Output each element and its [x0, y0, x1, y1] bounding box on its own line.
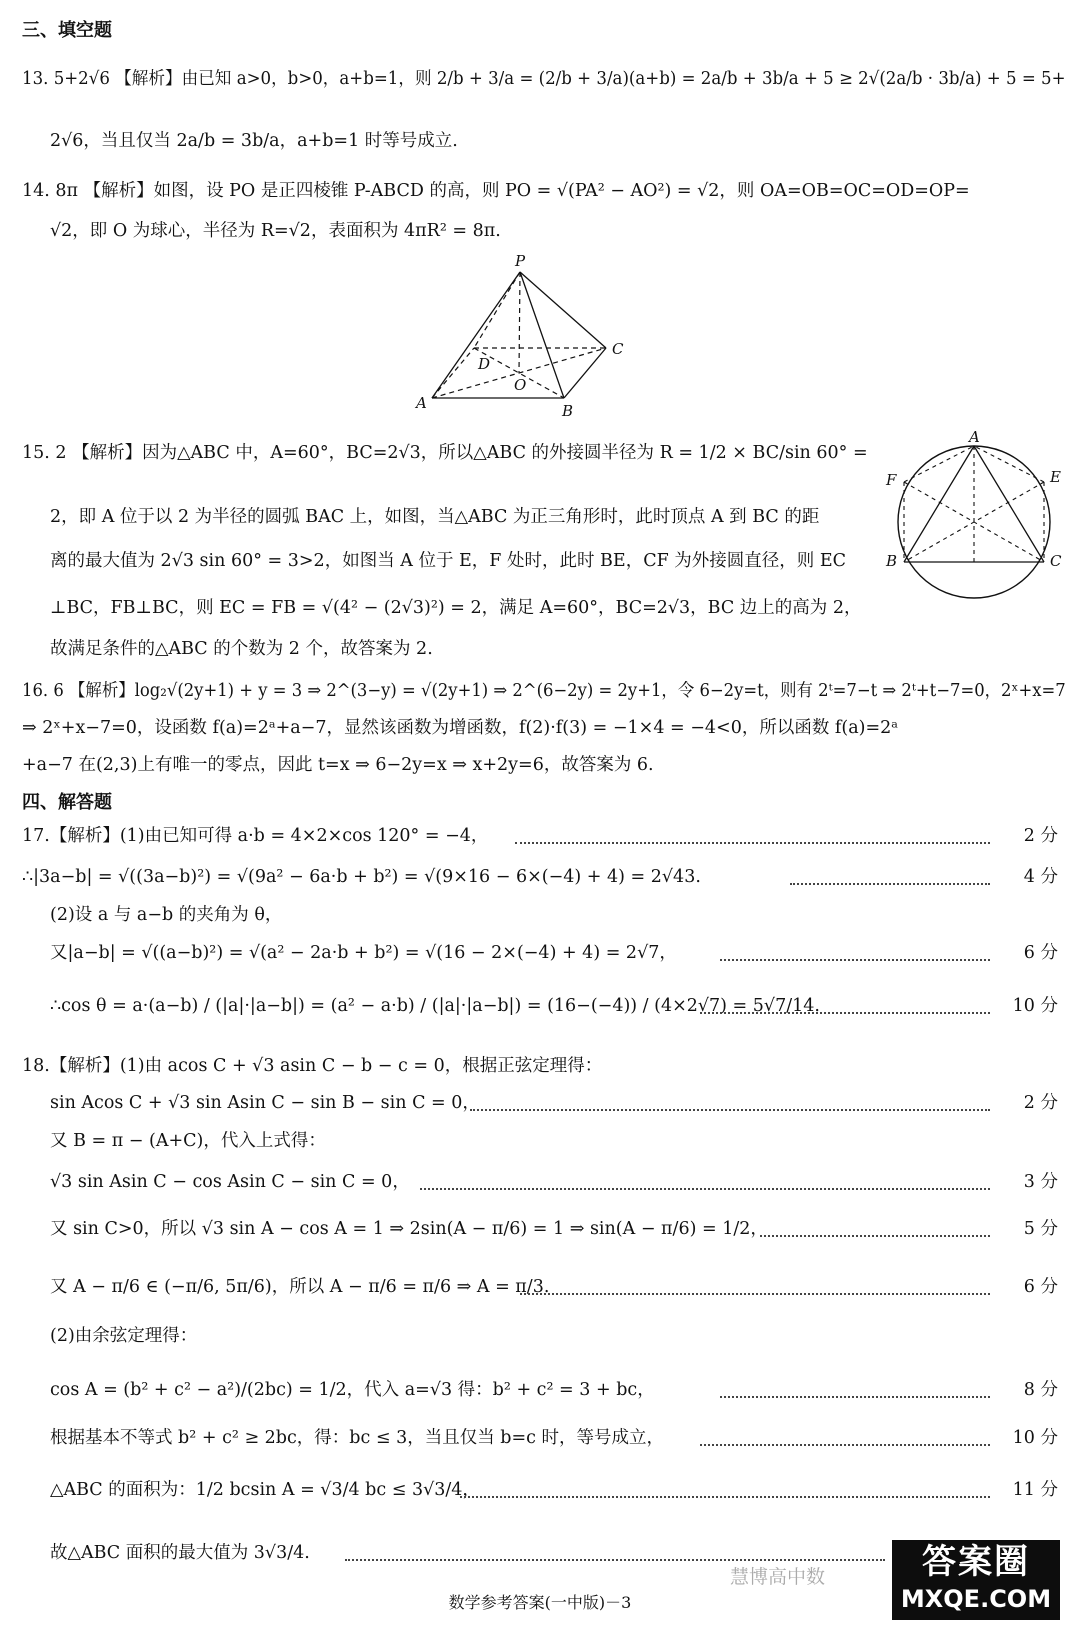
side-ac	[974, 446, 1044, 562]
q18-line-2: sin Acos C + √3 sin Asin C − sin B − sin C = 0，	[50, 1093, 480, 1113]
leader-dots	[345, 1559, 885, 1561]
edge-bc	[564, 348, 606, 398]
score-label: 2 分	[1023, 826, 1058, 846]
side-ab	[904, 446, 974, 562]
q15-line-1: 15. 2 【解析】因为△ABC 中，A=60°，BC=2√3，所以△ABC 的外接圆半径为 R = 1/2 × BC/sin 60° =	[22, 443, 868, 463]
edge-ad	[432, 348, 474, 398]
leader-dots	[720, 1396, 990, 1398]
q15-line-2: 2，即 A 位于以 2 为半径的圆弧 BAC 上，如图，当△ABC 为正三角形时，此时顶点 A 到 BC 的距	[50, 507, 820, 527]
score-label: 6 分	[1023, 943, 1058, 963]
section-3-heading: 三、填空题	[22, 20, 112, 41]
score-label: 8 分	[1023, 1380, 1058, 1400]
leader-dots	[420, 1188, 990, 1190]
q18-line-3: 又 B = π − (A+C)，代入上式得：	[50, 1131, 326, 1151]
q18-line-1: 18.【解析】(1)由 acos C + √3 asin C − b − c = 0，根据正弦定理得：	[22, 1056, 603, 1076]
label-a: A	[416, 394, 427, 412]
edge-pd	[474, 272, 520, 348]
q17-line-4: 又|a−b| = √((a−b)²) = √(a² − 2a·b + b²) = √(16 − 2×(−4) + 4) = 2√7，	[50, 943, 677, 963]
label-f: F	[886, 471, 897, 489]
q18-line-4: √3 sin Asin C − cos Asin C − sin C = 0，	[50, 1172, 410, 1192]
label-o: O	[514, 376, 527, 394]
q16-line-2: ⇒ 2ˣ+x−7=0，设函数 f(a)=2ᵃ+a−7，显然该函数为增函数，f(2)·f(3) = −1×4 = −4<0，所以函数 f(a)=2ᵃ	[22, 718, 899, 738]
score-label: 11 分	[1012, 1480, 1058, 1500]
q13-line-1: 13. 5+2√6 【解析】由已知 a>0，b>0，a+b=1，则 2/b + 3/a = (2/b + 3/a)(a+b) = 2a/b + 3b/a + 5 ≥ 2√(2a/b · 3b/a) + 5 = 5+	[22, 69, 1066, 89]
q17-line-5: ∴cos θ = a·(a−b) / (|a|·|a−b|) = (a² − a·b) / (|a|·|a−b|) = (16−(−4)) / (4×2√7) = 5√7/14.	[50, 996, 820, 1016]
wechat-watermark: 慧博高中数	[730, 1566, 826, 1588]
score-label: 3 分	[1023, 1172, 1058, 1192]
q17-line-1: 17.【解析】(1)由已知可得 a·b = 4×2×cos 120° = −4，	[22, 826, 489, 846]
score-label: 4 分	[1023, 867, 1058, 887]
q13-line-2: 2√6，当且仅当 2a/b = 3b/a，a+b=1 时等号成立.	[50, 131, 458, 151]
q17-line-3: (2)设 a 与 a−b 的夹角为 θ，	[50, 905, 283, 925]
watermark-logo	[892, 1540, 1060, 1620]
label-a: A	[969, 428, 980, 446]
label-c: C	[1050, 552, 1062, 570]
label-p: P	[515, 252, 526, 270]
leader-dots	[700, 1444, 990, 1446]
label-d: D	[478, 355, 491, 373]
q16-line-1: 16. 6 【解析】log₂√(2y+1) + y = 3 ⇒ 2^(3−y) = √(2y+1) ⇒ 2^(6−2y) = 2y+1，令 6−2y=t，则有 2ᵗ=7−t ⇒ 2ᵗ+t−7=0，2ˣ+x=7	[22, 681, 1066, 701]
score-label: 6 分	[1023, 1277, 1058, 1297]
q17-line-2: ∴|3a−b| = √((3a−b)²) = √(9a² − 6a·b + b²) = √(9×16 − 6×(−4) + 4) = 2√43.	[22, 867, 701, 887]
q15-line-5: 故满足条件的△ABC 的个数为 2 个，故答案为 2.	[50, 639, 433, 659]
q18-line-8: cos A = (b² + c² − a²)/(2bc) = 1/2，代入 a=√3 得：b² + c² = 3 + bc，	[50, 1380, 655, 1400]
score-label: 10 分	[1012, 1428, 1058, 1448]
label-b: B	[886, 552, 898, 570]
leader-dots	[520, 1293, 990, 1295]
pyramid-figure	[412, 250, 642, 420]
edge-pa	[432, 272, 520, 398]
score-label: 5 分	[1023, 1219, 1058, 1239]
score-label: 10 分	[1012, 996, 1058, 1016]
q14-line-1: 14. 8π 【解析】如图，设 PO 是正四棱锥 P-ABCD 的高，则 PO = √(PA² − AO²) = √2，则 OA=OB=OC=OD=OP=	[22, 181, 970, 201]
watermark-logo-bottom: MXQE.COM	[900, 1585, 1052, 1613]
height-po	[519, 272, 520, 373]
q15-line-4: ⊥BC，FB⊥BC，则 EC = FB = √(4² − (2√3)²) = 2，满足 A=60°，BC=2√3，BC 边上的高为 2，	[50, 598, 862, 618]
page-footer: 数学参考答案(一中版)－3	[448, 1593, 632, 1612]
q15-line-3: 离的最大值为 2√3 sin 60° = 3>2，如图当 A 位于 E，F 处时，此时 BE，CF 为外接圆直径，则 EC	[50, 551, 847, 571]
section-4-heading: 四、解答题	[22, 792, 112, 813]
q18-line-10: △ABC 的面积为：1/2 bcsin A = √3/4 bc ≤ 3√3/4，	[50, 1480, 480, 1500]
leader-dots	[470, 1109, 990, 1111]
score-label: 2 分	[1023, 1093, 1058, 1113]
leader-dots	[760, 1235, 990, 1237]
label-c: C	[612, 340, 624, 358]
leader-dots	[790, 883, 990, 885]
q14-line-2: √2，即 O 为球心，半径为 R=√2，表面积为 4πR² = 8π.	[50, 221, 501, 241]
leader-dots	[700, 1012, 990, 1014]
circle-figure	[878, 428, 1068, 602]
watermark-logo-top: 答案圈	[922, 1542, 1030, 1582]
q18-line-5: 又 sin C>0，所以 √3 sin A − cos A = 1 ⇒ 2sin(A − π/6) = 1 ⇒ sin(A − π/6) = 1/2，	[50, 1219, 768, 1239]
label-e: E	[1050, 468, 1061, 486]
leader-dots	[720, 959, 990, 961]
label-b: B	[562, 402, 574, 420]
q18-line-11: 故△ABC 面积的最大值为 3√3/4.	[50, 1543, 310, 1563]
leader-dots	[460, 1496, 990, 1498]
q18-line-9: 根据基本不等式 b² + c² ≥ 2bc，得：bc ≤ 3，当且仅当 b=c 时，等号成立，	[50, 1428, 665, 1448]
q16-line-3: +a−7 在(2,3)上有唯一的零点，因此 t=x ⇒ 6−2y=x ⇒ x+2y=6，故答案为 6.	[22, 755, 654, 775]
q18-line-6: 又 A − π/6 ∈ (−π/6, 5π/6)，所以 A − π/6 = π/6 ⇒ A = π/3.	[50, 1277, 550, 1297]
q18-line-7: (2)由余弦定理得：	[50, 1326, 198, 1346]
leader-dots	[515, 842, 990, 844]
